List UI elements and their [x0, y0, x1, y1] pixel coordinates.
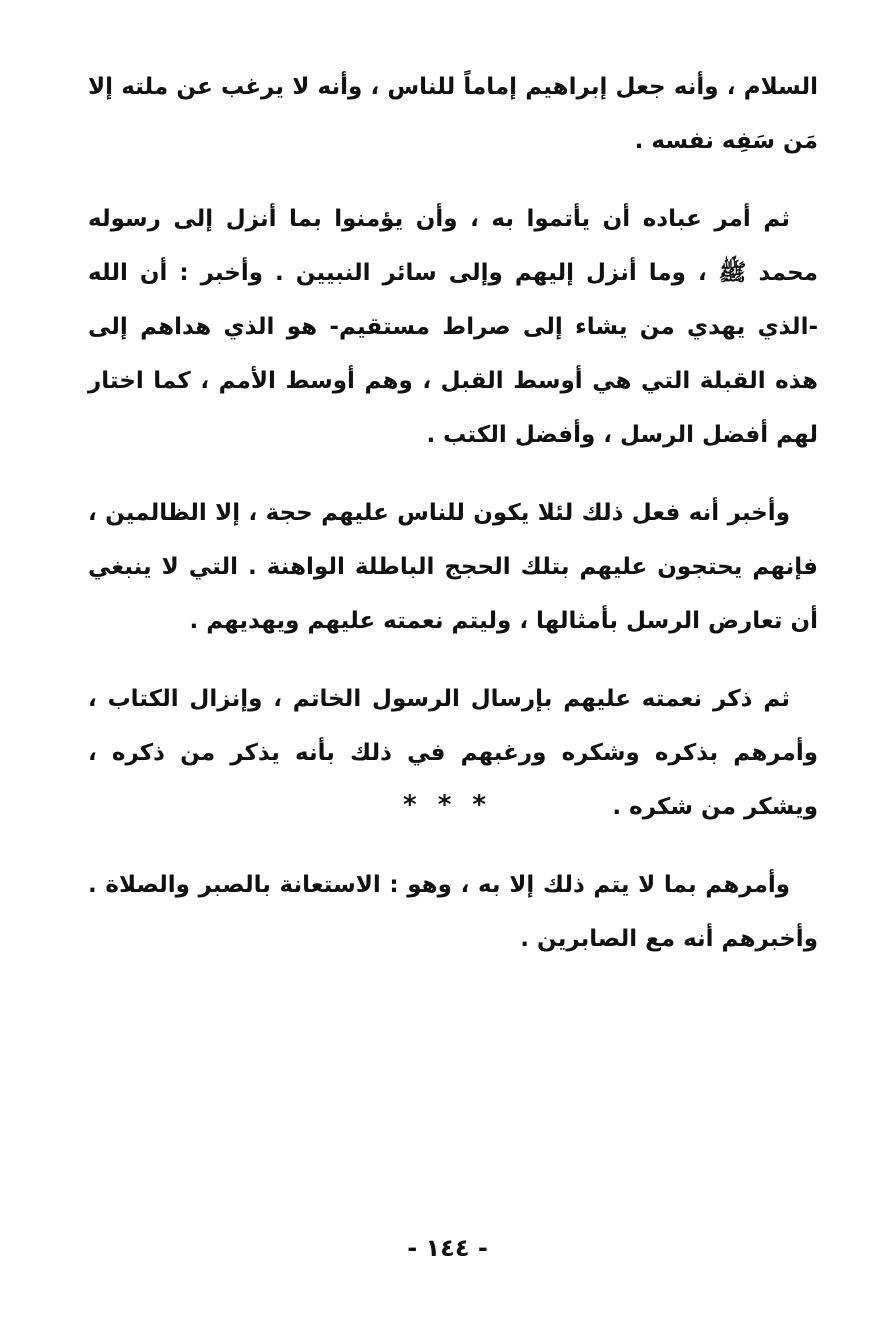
- paragraph-2: ثم أمر عباده أن يأتموا به ، وأن يؤمنوا بما أنزل إلى رسوله محمد ﷺ ، وما أنزل إليهم وإلى سائر النبيين . وأخبر : أن الله -الذي يهدي من يشاء إلى صراط مستقيم- هو الذي هداهم إلى هذه القبلة التي هي أوسط القبل ، وهم أوسط الأمم ، كما اختار لهم أفضل الرسل ، وأفضل الكتب .: [88, 206, 818, 448]
- paragraph-4: ثم ذكر نعمته عليهم بإرسال الرسول الخاتم ، وإنزال الكتاب ، وأمرهم بذكره وشكره ورغبهم في ذلك بأنه يذكر من ذكره ، ويشكر من شكره .: [88, 686, 818, 820]
- paragraph-5: وأمرهم بما لا يتم ذلك إلا به ، وهو : الاستعانة بالصبر والصلاة . وأخبرهم أنه مع الصابرين .: [88, 872, 818, 952]
- section-separator: * * *: [403, 790, 492, 820]
- paragraph-1: السلام ، وأنه جعل إبراهيم إماماً للناس ، وأنه لا يرغب عن ملته إلا مَن سَفِه نفسه .: [88, 74, 818, 154]
- paragraph-3: وأخبر أنه فعل ذلك لئلا يكون للناس عليهم حجة ، إلا الظالمين ، فإنهم يحتجون عليهم بتلك الحجج الباطلة الواهنة . التي لا ينبغي أن تعارض الرسل بأمثالها ، وليتم نعمته عليهم ويهديهم .: [88, 500, 818, 634]
- page-number: - ١٤٤ -: [407, 1234, 488, 1262]
- page-body: [88, 60, 818, 990]
